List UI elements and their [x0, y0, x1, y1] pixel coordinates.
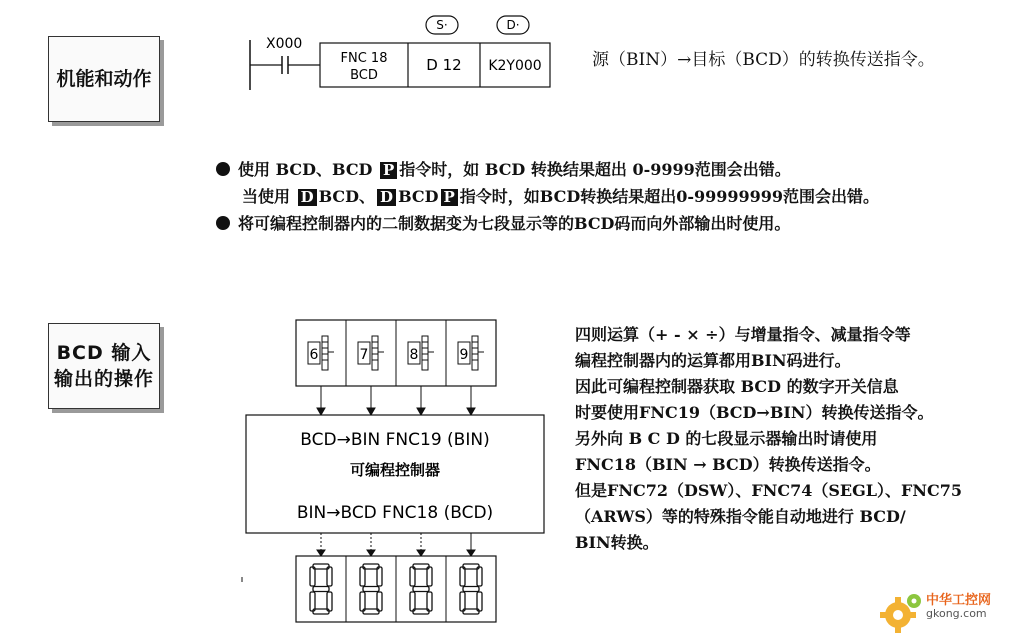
bullet-2	[216, 210, 879, 237]
bin-to-bcd-row: BIN→BCD FNC18 (BCD)	[296, 503, 494, 523]
bullet-2-text-a: BCD、	[318, 187, 376, 206]
para-line-7: 但是FNC72（DSW）、FNC74（SEGL）、FNC75	[575, 481, 963, 500]
switch-digit-2: 7	[359, 347, 369, 363]
bcd-io-label-text: BCD 输入 输出的操作	[53, 342, 154, 390]
pulse-p-badge-2: P	[441, 189, 458, 206]
bcd-io-diagram	[240, 312, 560, 632]
bullet-1-text-a: 使用 BCD、BCD	[238, 160, 373, 179]
double-d-badge: D	[298, 189, 317, 206]
plc-label: 可编程控制器	[349, 461, 441, 479]
para-line-9: BIN转换。	[575, 533, 659, 552]
bullet-1-text-b: 指令时，如 BCD 转换结果超出 0-9999范围会出错。	[399, 160, 791, 179]
bullet-1-continuation	[216, 183, 879, 210]
bullet-2-text-0: 当使用	[242, 187, 291, 206]
watermark-url: gkong.com	[926, 607, 987, 620]
fnc-number: FNC 18	[340, 51, 388, 66]
para-line-2: 编程控制器内的运算都用BIN码进行。	[575, 351, 851, 370]
contact-label: X000	[266, 36, 303, 52]
ladder-diagram	[240, 10, 570, 100]
para-line-1: 四则运算（+ - × ÷）与增量指令、减量指令等	[575, 325, 911, 344]
function-action-label	[48, 36, 160, 122]
pulse-p-badge: P	[380, 162, 397, 179]
para-line-8: （ARWS）等的特殊指令能自动地进行 BCD/	[575, 507, 906, 526]
para-line-4: 时要使用FNC19（BCD→BIN）转换传送指令。	[575, 403, 934, 422]
switch-digit-4: 9	[459, 347, 469, 363]
operand-d-label: D·	[506, 18, 520, 32]
function-description: 源（BIN）→目标（BCD）的转换传送指令。	[592, 50, 935, 70]
bcd-to-bin-row: BCD→BIN FNC19 (BIN)	[300, 430, 490, 450]
watermark	[878, 585, 1018, 637]
bullet-list	[216, 156, 879, 237]
switch-digit-1: 6	[309, 347, 319, 363]
para-line-6: FNC18（BIN → BCD）转换传送指令。	[575, 455, 881, 474]
bullet-dot-icon	[216, 162, 230, 176]
bullet-2-text-b: BCD	[398, 187, 439, 206]
source-operand: D 12	[426, 56, 462, 74]
bullet-2-text-c: 指令时，如BCD转换结果超出0-99999999范围会出错。	[459, 187, 880, 206]
double-d-badge-2: D	[377, 189, 396, 206]
switch-digit-3: 8	[409, 347, 419, 363]
function-action-label-text: 机能和动作	[56, 68, 152, 90]
bcd-io-label	[48, 323, 160, 409]
fnc-name: BCD	[350, 68, 378, 83]
para-line-5: 另外向 B C D 的七段显示器输出时请使用	[575, 429, 878, 448]
bullet-dot-icon-2	[216, 216, 230, 230]
bullet-1	[216, 156, 879, 183]
watermark-name: 中华工控网	[926, 593, 992, 608]
operand-s-label: S·	[436, 18, 448, 32]
bcd-io-paragraph	[575, 322, 975, 556]
gear-logo-icon	[878, 589, 924, 635]
bullet-3-text: 将可编程控制器内的二制数据变为七段显示等的BCD码而向外部输出时使用。	[238, 214, 791, 233]
para-line-3: 因此可编程控制器获取 BCD 的数字开关信息	[575, 377, 899, 396]
dest-operand: K2Y000	[488, 58, 542, 74]
